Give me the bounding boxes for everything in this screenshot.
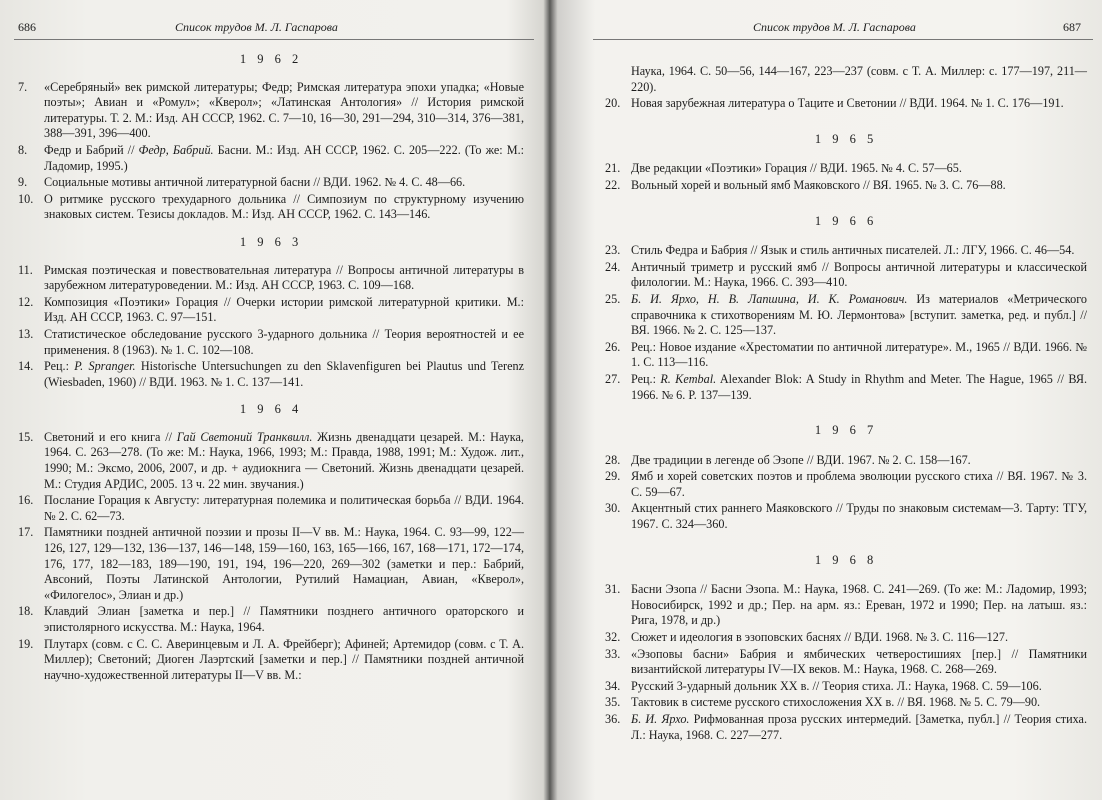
entry-text: Жизнь двенадцати цезарей. М.: Наука, 1964. С. 263—278. (То же: М.: Наука, 1966, 1993; М.: Правда, 1988, 1991; М.: Худож. лит., 1990; М.: Эксмо, 2006, 2007, и др. + аудиокнига — Светоний. Жизнь двенадцати цезарей. М.: Студия АРДИС, 2005. 13 ч. 22 мин. звучания.) [44,429,524,491]
bibliography-entry [18,143,524,174]
entry-text-prefix: Рец.: [631,371,661,386]
entry-text: «Эзоповы басни» Бабрия и ямбических четверостишиях [пер.] // Памятники византийской литературы IV—IX веков. М.: Наука, 1968. С. 268—269. [631,646,1087,677]
entry-text: Две традиции в легенде об Эзопе // ВДИ. 1967. № 2. С. 158—167. [631,452,971,467]
bibliography-entry [605,178,1087,194]
bibliography-entry [605,630,1087,646]
entry-number: 34. [605,678,621,693]
bibliography-entry [605,260,1087,291]
entry-text: Ямб и хорей советских поэтов и проблема эволюции русского стиха // ВЯ. 1967. № 3. С. 59—67. [631,469,1087,499]
entry-number: 12. [18,294,34,309]
bibliography-entry [18,80,524,142]
bibliography-entry [18,525,524,603]
entry-text: Сюжет и идеология в эзоповских баснях // ВДИ. 1968. № 3. С. 116—127. [631,630,1008,645]
year-heading: 1 9 6 4 [239,402,303,417]
entry-number: 13. [18,326,34,341]
bibliography-entry [605,582,1087,629]
entry-number: 16. [18,493,34,508]
entry-number: 23. [605,243,621,258]
entry-number: 8. [18,142,28,157]
bibliography-entry [18,175,524,191]
entry-number: 32. [605,630,621,645]
entry-number: 15. [18,429,34,444]
entry-text: Композиция «Поэтики» Горация // Очерки истории римской литературной критики. М.: Изд. АН СССР, 1963. С. 97—151. [44,294,524,325]
entry-text-prefix: Федр и Бабрий // [44,142,139,157]
entry-number: 29. [605,469,621,484]
entry-number: 19. [18,636,34,651]
entry-text: Из материалов «Метрического справочника к стихотворениям М. Ю. Лермонтова» [вступит. заметка, ред. и публ.] // ВЯ. 1966. № 2. С. 125—137. [631,291,1087,338]
bibliography-entry [18,637,524,684]
entry-author-italic: Гай Светоний Транквилл. [176,429,313,444]
entry-text: Alexander Blok: A Study in Rhythm and Meter. The Hague, 1965 // ВЯ. 1966. № 6. P. 137—139. [631,371,1088,402]
entry-number: 36. [605,712,621,726]
right-bibliography [605,64,1087,744]
entry-text: Послание Горация к Августу: литературная полемика и политическая борьба // ВДИ. 1964. № 2. С. 62—73. [44,493,524,523]
entry-author-italic: Б. И. Ярхо. [631,712,690,726]
bibliography-entry [605,647,1087,678]
entry-text-prefix: Светоний и его книга // [44,429,177,444]
year-heading: 1 9 6 2 [239,52,303,66]
entry-text: Социальные мотивы античной литературной басни // ВДИ. 1962. № 4. С. 48—66. [44,175,466,190]
bibliography-entry [18,359,524,390]
entry-text: Статистическое обследование русского 3-ударного дольника // Теория вероятностей и ее применения. 8 (1963). № 1. С. 102—108. [44,326,524,357]
entry-number: 28. [605,452,621,467]
left-running-title: Список трудов М. Л. Гаспарова [175,20,338,34]
bibliography-entry [605,695,1087,711]
right-header-rule [593,39,1093,40]
bibliography-entry [605,712,1087,743]
left-bibliography [18,46,524,684]
entry-number: 10. [18,191,34,206]
entry-text: Новая зарубежная литература о Таците и Светонии // ВДИ. 1964. № 1. С. 176—191. [631,96,1064,111]
year-heading: 1 9 6 5 [814,131,878,146]
entry-number: 27. [605,371,621,386]
entry-text: «Серебряный» век римской литературы; Федр; Римская литература эпохи упадка; «Новые поэты»; Авиан и «Ромул»; «Кверол»; «Латинская Антология» // История римской литературы. Т. 2. М.: Изд. АН СССР, 1962. С. 7—10, 16—30, 291—294, 310—314, 376—381, 388—391, 396—400. [44,79,524,141]
entry-text: Клавдий Элиан [заметка и пер.] // Памятники позднего античного ораторского и эпистолярного искусства. М.: Наука, 1964. [44,604,524,634]
bibliography-entry [605,340,1087,371]
entry-number: 20. [605,96,621,111]
entry-text: Памятники поздней античной поэзии и прозы II—V вв. М.: Наука, 1964. С. 93—99, 122—126, 127, 129—132, 136—137, 146—148, 159—160, 163, 165—166, 167, 168—171, 172—174, 176, 177, 182—183, 189—190, 191, 194, 196—220, 269—302 (заметки и пер.: Бабрий, Авсоний, Поэты Латинской Антологии, Рутилий Намациан, Авиан, «Кверол», «Филогелос», Элиан и др.) [44,525,524,602]
entry-text: Римская поэтическая и повествовательная литература // Вопросы античной литературы в зарубежном литературоведении. М.: Изд. АН СССР, 1963. С. 109—168. [44,262,524,293]
entry-text: Рифмованная проза русских интермедий. [Заметка, публ.] // Теория стиха. Л.: Наука, 1968. С. 227—277. [631,712,1087,742]
year-heading: 1 9 6 6 [814,213,878,228]
entry-text: Две редакции «Поэтики» Горация // ВДИ. 1965. № 4. С. 57—65. [631,161,962,176]
bibliography-entry [18,430,524,492]
entry-number: 31. [605,582,621,597]
entry-number: 21. [605,161,621,176]
entry-author-italic: Б. И. Ярхо, Н. В. Лапшина, И. К. Романович. [631,291,908,306]
entry-number: 33. [605,646,621,661]
entry-number: 9. [18,175,28,190]
bibliography-entry [605,679,1087,695]
continued-entry: Наука, 1964. С. 50—56, 144—167, 223—237 (совм. с Т. А. Миллер: с. 177—197, 211—220). [631,64,1087,94]
entry-number: 14. [18,359,34,374]
entry-text: Античный триметр и русский ямб // Вопросы античной литературы и классической филологии. М.: Наука, 1966. С. 393—410. [631,259,1087,290]
entry-number: 25. [605,291,621,306]
entry-text: Басни Эзопа // Басни Эзопа. М.: Наука, 1968. С. 241—269. (То же: М.: Ладомир, 1993; Новосибирск, 1992 и др.; Пер. на арм. яз.: Ереван, 1972 и 1990; Пер. на латыш. яз.: Рига, 1978, и др.) [631,582,1087,628]
entry-text: Тактовик в системе русского стихосложения XX в. // ВЯ. 1968. № 5. С. 79—90. [631,695,1041,710]
entry-text: Русский 3-ударный дольник XX в. // Теория стиха. Л.: Наука, 1968. С. 59—106. [631,678,1042,693]
entry-number: 24. [605,259,621,274]
entry-text: Басни. М.: Изд. АН СССР, 1962. С. 205—222. (То же: М.: Ладомир, 1995.) [44,142,525,173]
entry-author-italic: R. Kembal. [660,371,717,386]
left-header-rule [14,39,534,40]
right-running-title: Список трудов М. Л. Гаспарова [753,20,916,34]
entry-author-italic: Федр, Бабрий. [138,142,214,157]
entry-text: Historische Untersuchungen zu den Sklavenfiguren bei Plautus und Terenz (Wiesbaden, 1960) // ВДИ. 1963. № 1. С. 137—141. [44,359,524,389]
entry-number: 35. [605,695,621,710]
entry-text-prefix: Рец.: [44,359,75,374]
bibliography-entry [605,453,1087,469]
bibliography-entry [18,295,524,326]
bibliography-entry [605,469,1087,500]
entry-text: Плутарх (совм. с С. С. Аверинцевым и Л. А. Фрейберг); Афиней; Артемидор (совм. с Т. А. Миллер); Светоний; Диоген Лаэртский [заметки и пер.] // Памятники поздней античной научно-художественной литературы II—V вв. М.: [44,636,524,682]
left-page-number: 686 [18,20,36,34]
bibliography-entry [18,604,524,635]
bibliography-entry [605,292,1087,339]
left-page [0,0,550,800]
bibliography-entry [18,327,524,358]
entry-number: 17. [18,525,34,540]
entry-text: О ритмике русского трехударного дольника // Симпозиум по структурному изучению знаковых систем. Тезисы докладов. М.: Изд. АН СССР, 1962. С. 143—146. [44,191,524,222]
bibliography-entry [605,501,1087,532]
bibliography-entry [605,161,1087,177]
bibliography-entry [605,96,1087,112]
bibliography-entry [605,372,1087,403]
bibliography-entry [605,243,1087,259]
entry-text: Стиль Федра и Бабрия // Язык и стиль античных писателей. Л.: ЛГУ, 1966. С. 46—54. [631,243,1075,258]
entry-number: 11. [18,262,33,277]
entry-number: 30. [605,501,621,516]
entry-number: 7. [18,79,28,94]
bibliography-entry [18,263,524,294]
entry-number: 18. [18,604,34,619]
year-heading: 1 9 6 3 [239,234,303,249]
entry-number: 26. [605,339,621,354]
year-heading: 1 9 6 7 [814,423,878,438]
bibliography-entry [18,192,524,223]
entry-text: Акцентный стих раннего Маяковского // Труды по знаковым системам—3. Тарту: ТГУ, 1967. С. 324—360. [631,501,1087,532]
entry-text: Рец.: Новое издание «Хрестоматии по античной литературе». М., 1965 // ВДИ. 1966. № 1. С. 113—116. [631,339,1087,370]
entry-author-italic: P. Spranger. [74,359,136,374]
right-page-number: 687 [1063,20,1081,34]
entry-number: 22. [605,177,621,192]
right-page [553,0,1102,800]
year-heading: 1 9 6 8 [814,552,878,567]
bibliography-entry [18,493,524,524]
entry-text: Вольный хорей и вольный ямб Маяковского // ВЯ. 1965. № 3. С. 76—88. [631,177,1006,192]
